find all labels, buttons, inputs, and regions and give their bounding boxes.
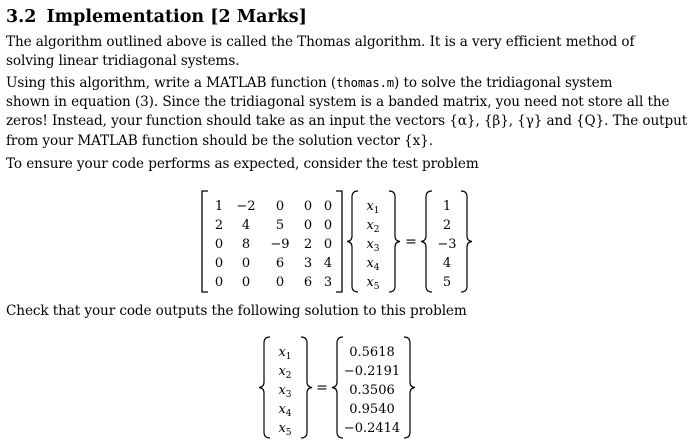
matrix-cell: 0 [214,275,224,290]
matrix-cell: 1 [214,199,224,214]
solution-value: 0.3506 [349,383,395,398]
matrix-cell: 0 [214,237,224,252]
text-fragment: ) to solve the tridiagonal system [394,75,613,91]
unknowns-right-brace [389,191,400,292]
text-line: The algorithm outlined above is called the Thomas algorithm. It is a very efficient method of [6,34,635,50]
unknown-var: $x_2$ [366,218,380,235]
matrix-cell: 0 [275,199,285,214]
rhs-value: −3 [437,237,457,252]
text-line: solving linear tridiagonal systems. [6,53,240,70]
solution-intro: Check that your code outputs the following solution to this problem [6,303,467,319]
unknown-var: $x_3$ [366,237,380,254]
matrix-cell: 0 [323,237,333,252]
matrix-cell: −9 [270,237,290,252]
matrix-cell: 4 [323,256,333,271]
solution-values-right-brace [404,337,415,438]
matrix-cells [215,199,332,290]
section-number: 3.2 [6,7,37,27]
matrix-cell: 2 [214,218,224,233]
matrix-cell: 0 [241,275,251,290]
solution-value: −0.2414 [343,421,401,436]
rhs-right-brace [461,191,472,292]
solution-unknown-var: $x_1$ [278,345,292,362]
unknown-var: $x_4$ [366,256,380,273]
matrix-cell: 8 [241,237,251,252]
equals-sign: = [405,234,417,250]
matrix-cell: 0 [214,256,224,271]
matrix-cell: 6 [303,275,313,290]
solution-equals-sign: = [316,380,328,396]
matrix-cell: 0 [303,199,313,214]
unknown-var: $x_1$ [366,199,380,216]
rhs-value: 2 [442,218,452,233]
solution-values-cells [344,345,400,436]
solution-unknowns-right-brace [301,337,312,438]
solution-value: 0.5618 [349,345,395,360]
solution-unknown-var: $x_4$ [278,402,292,419]
solution-unknown-var: $x_2$ [278,364,292,381]
matrix-cell: 0 [275,275,285,290]
unknown-var: $x_5$ [366,275,380,292]
matrix-right-bracket [336,191,342,292]
matrix-cell: 2 [303,237,313,252]
matrix-left-bracket [202,191,208,292]
matrix-cell: −2 [236,199,256,214]
solution-unknown-var: $x_5$ [278,421,292,438]
text-line: from your MATLAB function should be the solution vector {x}. [6,132,433,149]
filename-code: thomas.m [336,76,395,90]
solution-value: 0.9540 [349,402,395,417]
rhs-value: 4 [442,256,452,271]
unknowns-left-brace [347,191,358,292]
rhs-value: 1 [442,199,452,214]
text-line: zeros! Instead, your function should take as an input the vectors {α}, {β}, {γ} and {Q}. The output [6,113,688,130]
rhs-value: 5 [442,275,452,290]
matrix-cell: 4 [241,218,251,233]
matrix-cell: 0 [323,218,333,233]
section-title: Implementation [2 Marks] [46,7,307,27]
rhs-cells [437,199,456,290]
matrix-cell: 3 [303,256,313,271]
text-line: shown in equation (3). Since the tridiagonal system is a banded matrix, you need not store all the [6,94,670,111]
rhs-left-brace [421,191,432,292]
matrix-cell: 6 [275,256,285,271]
solution-unknown-var: $x_3$ [278,383,292,400]
matrix-cell: 0 [241,256,251,271]
matrix-cell: 0 [323,199,333,214]
text-fragment: Using this algorithm, write a MATLAB function ( [6,75,337,91]
matrix-cell: 5 [275,218,285,233]
solution-value: −0.2191 [343,364,401,379]
matrix-cell: 0 [303,218,313,233]
test-problem-intro: To ensure your code performs as expected, consider the test problem [6,156,479,172]
solution-unknowns-left-brace [259,337,270,438]
unknowns-cells [366,199,379,292]
matrix-cell: 3 [323,275,333,290]
solution-values-left-brace [332,337,343,438]
solution-unknowns-cells [278,345,291,438]
